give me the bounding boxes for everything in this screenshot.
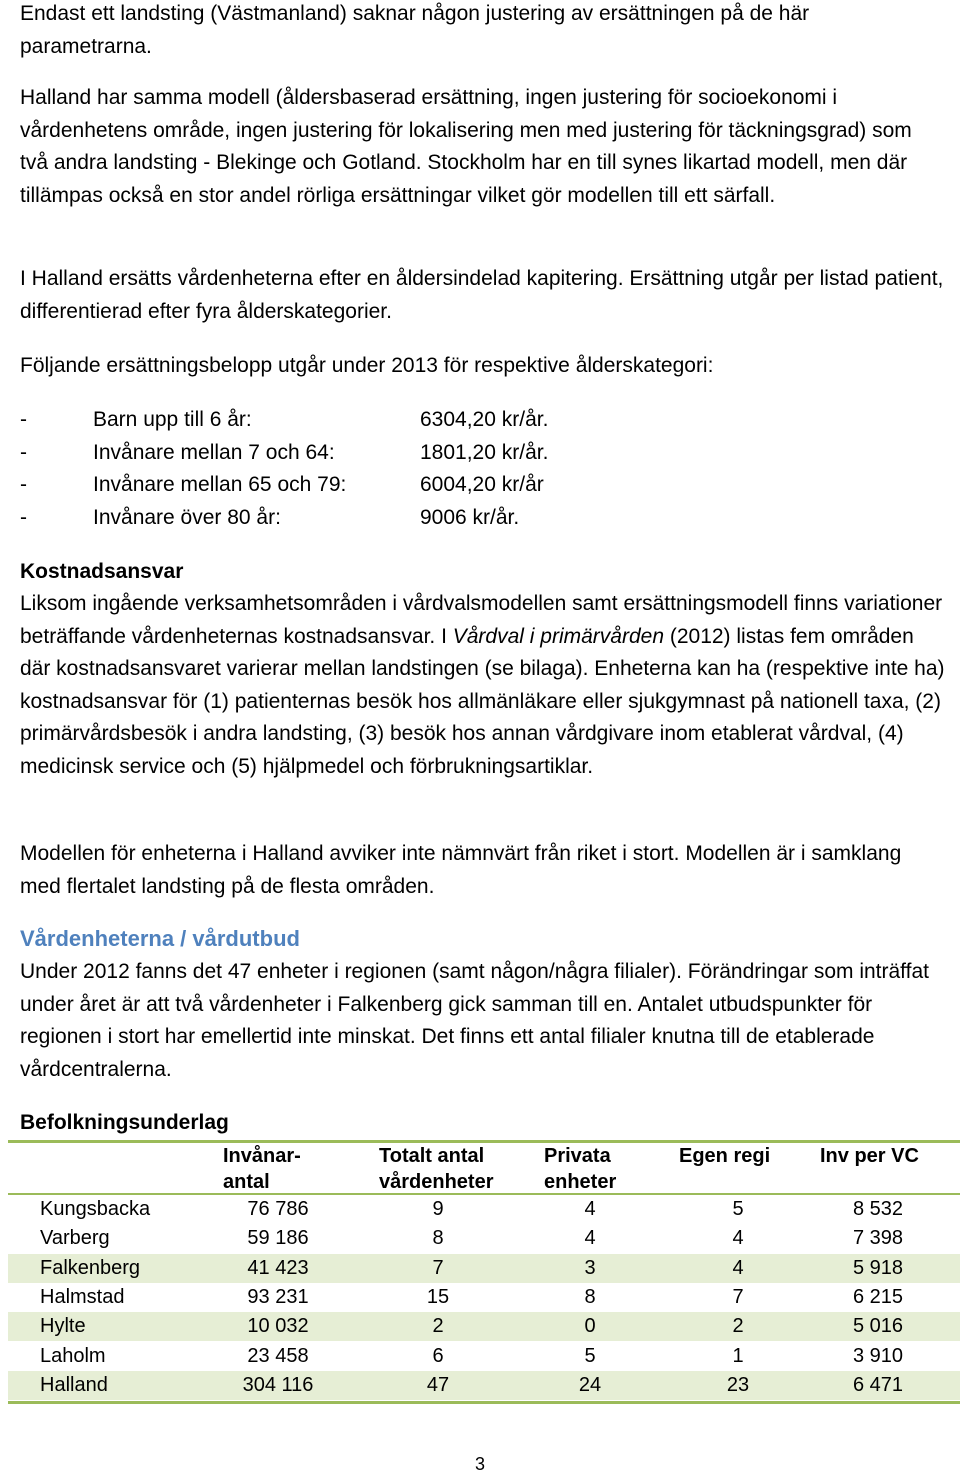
cell-name: Hylte — [40, 1315, 86, 1338]
cell-inv-per-vc: 6 471 — [852, 1373, 904, 1396]
cell-privata: 24 — [578, 1373, 602, 1396]
cell-invanare: 93 231 — [247, 1285, 309, 1308]
list-dash: - — [20, 440, 27, 464]
column-header-privata: Privata enheter — [544, 1145, 617, 1193]
paragraph-halland-model: Halland har samma modell (åldersbaserad ersättning, ingen justering för socioekonomi i vårdenhetens område, ingen justering för lokalisering men med justering för täckningsgrad) som två andra landsting - Blekinge och Gotland. Stockholm har en till synes likartad modell, men där tillämpas också en stor andel rörliga ersättningar vilket gör modellen till ett särfall. — [20, 86, 912, 207]
column-header-egen-regi: Egen regi — [679, 1145, 771, 1167]
heading-kostnadsansvar: Kostnadsansvar — [20, 560, 184, 583]
cell-egen-regi: 23 — [726, 1373, 750, 1396]
cell-invanare: 41 423 — [247, 1256, 309, 1279]
list-item — [20, 437, 720, 470]
list-label: Invånare mellan 65 och 79: — [93, 473, 347, 496]
cell-egen-regi: 4 — [732, 1256, 744, 1279]
heading-vardenheterna: Vårdenheterna / vårdutbud — [20, 926, 300, 951]
table-header — [8, 1142, 960, 1194]
cell-privata: 3 — [584, 1256, 596, 1279]
list-item — [20, 469, 720, 502]
paragraph-ersattningsbelopp: Följande ersättningsbelopp utgår under 2013 för respektive ålderskategori: — [20, 354, 714, 377]
list-value: 6304,20 kr/år. — [420, 408, 549, 431]
cell-inv-per-vc: 7 398 — [852, 1227, 904, 1250]
page-number: 3 — [474, 1454, 485, 1474]
heading-befolkningsunderlag: Befolkningsunderlag — [20, 1111, 229, 1134]
cell-inv-per-vc: 8 532 — [852, 1198, 904, 1220]
cell-totalt: 9 — [432, 1198, 444, 1220]
cell-name: Laholm — [40, 1344, 106, 1367]
cell-invanare: 76 786 — [247, 1198, 309, 1220]
cell-privata: 0 — [584, 1315, 596, 1338]
cell-invanare: 23 458 — [247, 1344, 309, 1367]
cell-privata: 4 — [584, 1227, 596, 1250]
cell-privata: 4 — [584, 1198, 596, 1220]
kostnadsansvar-text-b: (2012) listas fem områden där kostnadsansvaret varierar mellan landstingen (se bilaga). Enheterna kan ha (respektive inte ha) kostnadsansvar för (1) patienternas besök hos allmänläkare eller sjukgymnast på nationell taxa, (2) primärvårdsbesök i andra landsting, (3) besök hos annan vårdgivare inom etablerat vårdval, (4) medicinsk service och (5) hjälpmedel och förbrukningsartiklar. — [20, 624, 945, 778]
cell-totalt: 7 — [432, 1256, 444, 1279]
table-row — [8, 1342, 960, 1371]
cell-totalt: 47 — [426, 1373, 450, 1396]
list-dash: - — [20, 473, 27, 496]
list-dash: - — [20, 408, 27, 431]
cell-totalt: 8 — [432, 1227, 444, 1250]
cell-totalt: 2 — [432, 1315, 444, 1338]
list-label: Invånare över 80 år: — [93, 505, 281, 529]
paragraph-vastmanland: Endast ett landsting (Västmanland) saknar någon justering av ersättningen på de här parametrarna. — [20, 2, 810, 58]
cell-totalt: 6 — [432, 1344, 444, 1367]
cell-egen-regi: 2 — [732, 1315, 744, 1338]
table-bottom-rule — [8, 1401, 960, 1404]
list-label: Invånare mellan 7 och 64: — [93, 440, 335, 464]
cell-inv-per-vc: 5 016 — [852, 1315, 904, 1338]
cell-totalt: 15 — [426, 1285, 450, 1308]
list-value: 9006 kr/år. — [420, 505, 520, 529]
column-header-invanarantal: Invånar- antal — [223, 1145, 301, 1193]
cell-egen-regi: 1 — [732, 1344, 744, 1367]
cell-name: Halland — [40, 1373, 108, 1396]
list-dash: - — [20, 505, 27, 529]
list-value: 1801,20 kr/år. — [420, 440, 549, 464]
paragraph-kostnadsansvar — [20, 588, 945, 784]
cell-invanare: 10 032 — [247, 1315, 309, 1338]
column-header-inv-per-vc: Inv per VC — [820, 1145, 919, 1167]
cell-name: Falkenberg — [40, 1256, 141, 1279]
age-category-list — [20, 404, 720, 534]
cell-inv-per-vc: 3 910 — [852, 1344, 904, 1367]
cell-privata: 8 — [584, 1285, 596, 1308]
table-row — [8, 1224, 960, 1253]
table-row — [8, 1283, 960, 1312]
cell-privata: 5 — [584, 1344, 596, 1367]
kostnadsansvar-text-a: Liksom ingående verksamhetsområden i vårdvalsmodellen samt ersättningsmodell finns variationer beträffande vårdenheternas kostnadsansvar. I — [20, 592, 943, 648]
cell-egen-regi: 7 — [732, 1285, 744, 1308]
paragraph-kapitering: I Halland ersätts vårdenheterna efter en åldersindelad kapitering. Ersättning utgår per listad patient, differentierad efter fyra ålderskategorier. — [20, 267, 944, 323]
table-row — [8, 1312, 960, 1341]
cell-name: Varberg — [40, 1227, 110, 1250]
cell-egen-regi: 4 — [732, 1227, 744, 1250]
list-value: 6004,20 kr/år — [420, 473, 544, 496]
column-header-totalt-antal: Totalt antal vårdenheter — [379, 1145, 494, 1193]
table-row — [8, 1371, 960, 1400]
list-label: Barn upp till 6 år: — [93, 408, 252, 431]
table-row — [8, 1195, 960, 1224]
paragraph-modellen-halland: Modellen för enheterna i Halland avviker inte nämnvärt från riket i stort. Modellen är i samklang med flertalet landsting på de flesta områden. — [20, 842, 902, 898]
cell-name: Kungsbacka — [40, 1198, 151, 1220]
cell-inv-per-vc: 6 215 — [852, 1285, 904, 1308]
cell-invanare: 304 116 — [242, 1373, 314, 1396]
table-row — [8, 1254, 960, 1283]
list-item — [20, 404, 720, 437]
cell-inv-per-vc: 5 918 — [852, 1256, 904, 1279]
cell-invanare: 59 186 — [247, 1227, 309, 1250]
list-item — [20, 502, 720, 535]
paragraph-vardenheterna: Under 2012 fanns det 47 enheter i regionen (samt någon/några filialer). Förändringar som inträffat under året är att två vårdenheter i Falkenberg gick samman till en. Antalet utbudspunkter för regionen i stort har emellertid inte minskat. Det finns ett antal filialer knutna till de etablerade vårdcentralerna. — [20, 960, 929, 1081]
cell-egen-regi: 5 — [732, 1198, 744, 1220]
cell-name: Halmstad — [40, 1285, 125, 1308]
kostnadsansvar-italic-title: Vårdval i primärvården — [452, 624, 665, 648]
